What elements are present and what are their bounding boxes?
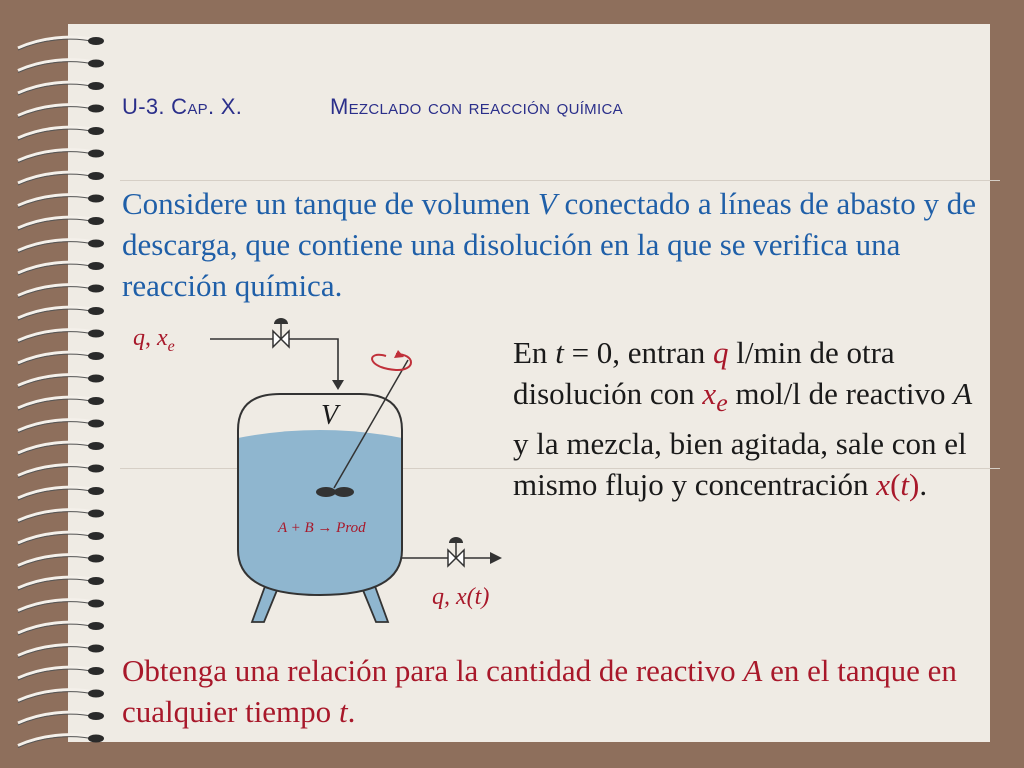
binding-hole	[88, 600, 104, 608]
spiral-ring	[18, 375, 96, 386]
binding-hole	[88, 330, 104, 338]
spiral-ring	[18, 577, 96, 588]
rotation-arrow-icon	[372, 350, 411, 370]
spiral-ring	[18, 127, 96, 138]
condition-paragraph: En t = 0, entran q l/min de otra disolución con $x_e$ mol/l de reactivo A y la mezcla, bien agitada, sale con el mismo flujo y concentración x(t).	[513, 335, 973, 503]
spiral-ring	[18, 487, 96, 498]
binding-hole	[88, 172, 104, 180]
spiral-ring	[18, 82, 96, 93]
spiral-ring	[18, 330, 96, 341]
binding-hole	[88, 352, 104, 360]
spiral-ring	[18, 397, 96, 408]
binding-hole	[88, 375, 104, 383]
spiral-ring	[18, 217, 96, 228]
spiral-ring	[18, 172, 96, 183]
binding-hole	[88, 577, 104, 585]
binding-hole	[88, 60, 104, 68]
spiral-ring	[18, 240, 96, 251]
section-code: U-3. Cap. X.	[122, 94, 243, 119]
spiral-ring	[18, 420, 96, 431]
inlet-arrow	[332, 380, 344, 390]
binding-hole	[88, 127, 104, 135]
page-rule	[120, 180, 1000, 181]
inlet-label: q, $x_e$	[133, 325, 175, 355]
spiral-binding	[0, 0, 120, 768]
spiral-ring	[18, 712, 96, 723]
spiral-ring	[18, 150, 96, 161]
spiral-ring	[18, 352, 96, 363]
binding-hole	[88, 37, 104, 45]
spiral-ring	[18, 622, 96, 633]
spiral-ring	[18, 465, 96, 476]
binding-hole	[88, 465, 104, 473]
spiral-ring	[18, 600, 96, 611]
binding-hole	[88, 645, 104, 653]
binding-hole	[88, 307, 104, 315]
binding-hole	[88, 105, 104, 113]
binding-hole	[88, 442, 104, 450]
spiral-ring	[18, 105, 96, 116]
spiral-ring	[18, 555, 96, 566]
outlet-arrow	[490, 552, 502, 564]
binding-hole	[88, 420, 104, 428]
intro-paragraph: Considere un tanque de volumen V conectado a líneas de abasto y de descarga, que contiene una disolución en la que se verifica una reacción química.	[122, 186, 976, 303]
volume-label: V	[321, 400, 339, 431]
binding-hole	[88, 690, 104, 698]
spiral-ring	[18, 37, 96, 48]
binding-hole	[88, 217, 104, 225]
spiral-ring	[18, 690, 96, 701]
binding-hole	[88, 487, 104, 495]
spiral-ring	[18, 442, 96, 453]
spiral-ring	[18, 285, 96, 296]
binding-hole	[88, 195, 104, 203]
slide-title: Mezclado con reacción química	[330, 94, 623, 119]
binding-hole	[88, 285, 104, 293]
question-paragraph: Obtenga una relación para la cantidad de reactivo A en el tanque en cualquier tiempo t.	[122, 653, 957, 729]
liquid	[238, 430, 402, 595]
outlet-label: q, x(t)	[432, 584, 490, 610]
binding-hole	[88, 735, 104, 743]
binding-hole	[88, 262, 104, 270]
outlet-valve-icon	[448, 537, 464, 566]
spiral-ring	[18, 645, 96, 656]
spiral-ring	[18, 262, 96, 273]
inlet-valve-icon	[273, 318, 289, 347]
binding-hole	[88, 397, 104, 405]
spiral-ring	[18, 307, 96, 318]
binding-hole	[88, 150, 104, 158]
spiral-ring	[18, 532, 96, 543]
binding-hole	[88, 532, 104, 540]
reaction-label: A + B → Prod	[278, 520, 366, 536]
spiral-ring	[18, 735, 96, 746]
spiral-ring	[18, 195, 96, 206]
binding-hole	[88, 510, 104, 518]
binding-hole	[88, 82, 104, 90]
spiral-ring	[18, 510, 96, 521]
binding-hole	[88, 555, 104, 563]
binding-hole	[88, 667, 104, 675]
binding-hole	[88, 712, 104, 720]
binding-hole	[88, 622, 104, 630]
binding-hole	[88, 240, 104, 248]
spiral-ring	[18, 667, 96, 678]
spiral-ring	[18, 60, 96, 71]
